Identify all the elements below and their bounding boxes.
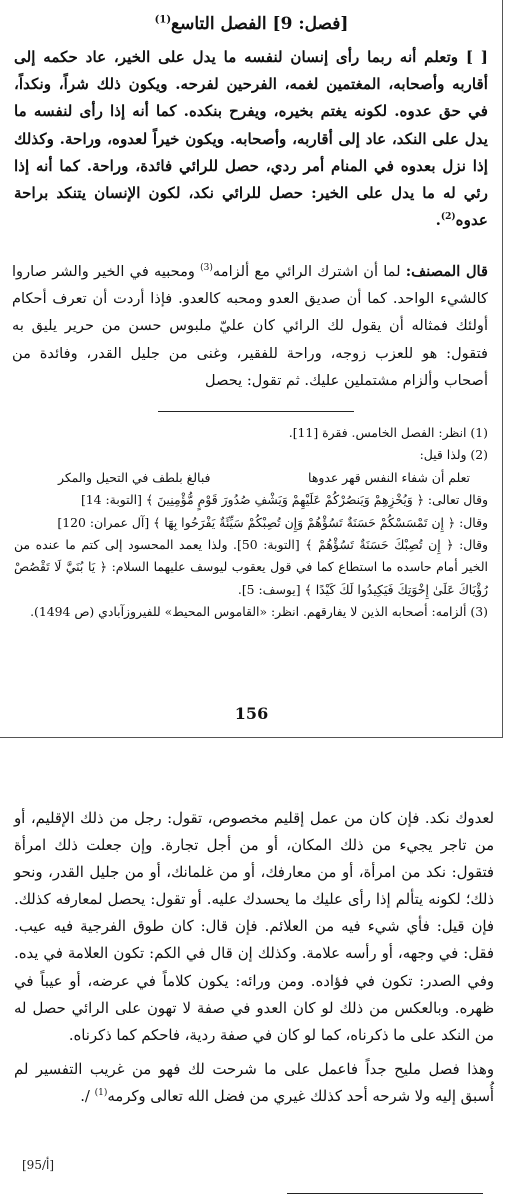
footnote-ref: (1) <box>154 14 172 26</box>
lower-paragraph-1: لعدوك نكد. فإن كان من عمل إقليم مخصوص، تقول: رجل من ذلك الإقليم، أو من تاجر يجيء من ذلك المكان، أو من أجل تجارة. وإن جعلت ذلك امرأة فتقول: نكد من امرأة، أو من معارفك، أو من غلمانك، أو من جليل القدر، ونحو ذلك؛ لكونه يتألم إذا رأى عليك ما يحسدك عليه. أو تقول: يحصل لمعارفه كذلك. فإن قيل: فأي شيء فيه من العلائم. فإن قال: كان طوق الفرجية فيه عيب. فقل: في وجهه، أو رأسه علامة. وكذلك إن قال في الكم: تكون العلامة في يده. وفي الصدر: تكون في فؤاده. ومن ورائه: يكون كلاماً في عرضه، أو عيباً في ظهره. وبالعكس من ذلك لو كان العدو في صفة لا تهون على الرائي حصل له من النكد على ما ذكرناه، كما لو كان في صفة ردية، فاحكم كما ذكرناه. <box>14 810 494 1044</box>
author-text-part1: لما أن اشترك الرائي مع ألزامه <box>212 263 406 280</box>
footnote-divider-bottom <box>287 1193 483 1194</box>
footnote-ref: (2) <box>440 212 456 223</box>
poem-hemistich-1: تعلم أن شفاء النفس قهر عدوها <box>308 469 470 485</box>
footnote-ref: (1) <box>94 1088 108 1099</box>
lower-paragraph-2 <box>14 1056 494 1110</box>
bold-paragraph: [ ] وتعلم أنه ربما رأى إنسان لنفسه ما يدل على الخير، عاد حكمه إلى أقاربه وأصحابه، المغتمين لغمه، الفرحين لفرحه. ويكون ذلك شراً، ونكداً، في حق عدوه. لكونه يغتم بخيره، ويفرح بنكده. كما أنه إذا رأى لنفسه ما يدل على النكد، عاد إلى أقاربه، وأصحابه. ويكون خيراً لعدوه، وراحة. وكذلك إذا نزل بعدوه في المنام أمر ردي، حصل للرائي فائدة، وراحة. كما أنه إذا رئي له ما يدل على الخير: حصل للرائي نكد، لكون الإنسان يتنكد براحة عدوه$^{(2)}$. <box>14 48 488 230</box>
page-number: 156 <box>234 704 269 723</box>
chapter-title <box>0 14 503 34</box>
quran-line-1: وقال تعالى: ﴿ وَيُخْزِهِمْ وَيَنصُرْكُمْ عَلَيْهِمْ وَيَشْفِ صُدُورَ قَوْمٍ مُّؤْمِنِينَ ﴾ [التوبة: 14] <box>80 492 488 508</box>
author-lead: قال المصنف: <box>405 263 488 280</box>
lower-paragraph-2-text: وهذا فصل مليح جداً فاعمل على ما شرحت لك فهو من غريب التفسير لم أُسبق إليه ولا شرحه أحد كذلك غيري من فضل الله تعالى وكرمه <box>14 1060 494 1105</box>
footnote-1: (1) انظر: الفصل الخامس. فقرة [11]. <box>288 425 488 440</box>
quran-line-2: وقال: ﴿ إِن تَمْسَسْكُمْ حَسَنَةٌ تَسُؤْهُمْ وَإِن تُصِبْكُمْ سَيِّئَةٌ يَفْرَحُوا بِهَا ﴾ [آل عمران: 120] <box>57 514 488 530</box>
footnote-3: (3) ألزامه: أصحابه الذين لا يفارقهم. انظر: «القاموس المحيط» للفيروزآبادي (ص 1494). <box>30 604 488 620</box>
quran-line-3: وقال: ﴿ إِن تُصِبْكَ حَسَنَةٌ تَسُؤْهُمْ ﴾ [التوبة: 50]. ولذا يعمد المحسود إلى كتم ما عنده من الخير أمام حاسده ما استطاع كما في قول يعقوب ليوسف عليهما السلام: ﴿ يَا بُنَيَّ لَا تَقْصُصْ رُؤْيَاكَ عَلَىٰ إِخْوَتِكَ فَيَكِيدُوا لَكَ كَيْدًا ﴾ [يوسف: 5]. <box>14 537 488 597</box>
lower-paragraph-2-end: /. <box>80 1087 95 1105</box>
chapter-title-text: [فصل: 9] الفصل التاسع <box>171 14 349 34</box>
bold-paragraph-text: [ ] وتعلم أنه ربما رأى إنسان لنفسه ما يدل على الخير، عاد حكمه إلى أقاربه وأصحابه، المغتمين لغمه، الفرحين لفرحه. ويكون ذلك شراً، ونكداً، في حق عدوه. لكونه يغتم بخيره، ويفرح بنكده. كما أنه إذا رأى لنفسه ما يدل على النكد، عاد إلى أقاربه، وأصحابه. ويكون خيراً لعدوه، وراحة. وكذلك إذا نزل بعدوه في المنام أمر ردي، حصل للرائي فائدة، وراحة. كما أنه إذا رئي له ما يدل على الخير: حصل للرائي نكد، لكون الإنسان يتنكد براحة عدوه <box>14 48 488 230</box>
author-text-part2: ومحبيه في الخير والشر صاروا كالشيء الواحد. كما أن صديق العدو ومحبه كالعدو. فإذا أردت أن تعرف أحكام أولئك فمثاله أن يقول لك الرائي كان عليّ ملبوس حسن من حرير يليق به فتقول: هو للعزب زوجه، وراحة للفقير، وغنى من جليل القدر، وفائدة من أصحاب وألزام مشتملين عليك. ثم تقول: يحصل <box>12 263 488 389</box>
poem-verse <box>14 467 488 489</box>
footnotes <box>14 422 488 624</box>
footnote-ref: (3) <box>200 263 213 274</box>
footnote-2: (2) ولذا قيل: <box>419 447 488 463</box>
poem-hemistich-2: فبالغ بلطف في التحيل والمكر <box>58 469 211 485</box>
footnote-divider <box>158 411 354 412</box>
manuscript-folio-ref: [95/أ] <box>22 1158 55 1172</box>
lower-page <box>14 805 494 1110</box>
author-paragraph <box>12 258 488 394</box>
